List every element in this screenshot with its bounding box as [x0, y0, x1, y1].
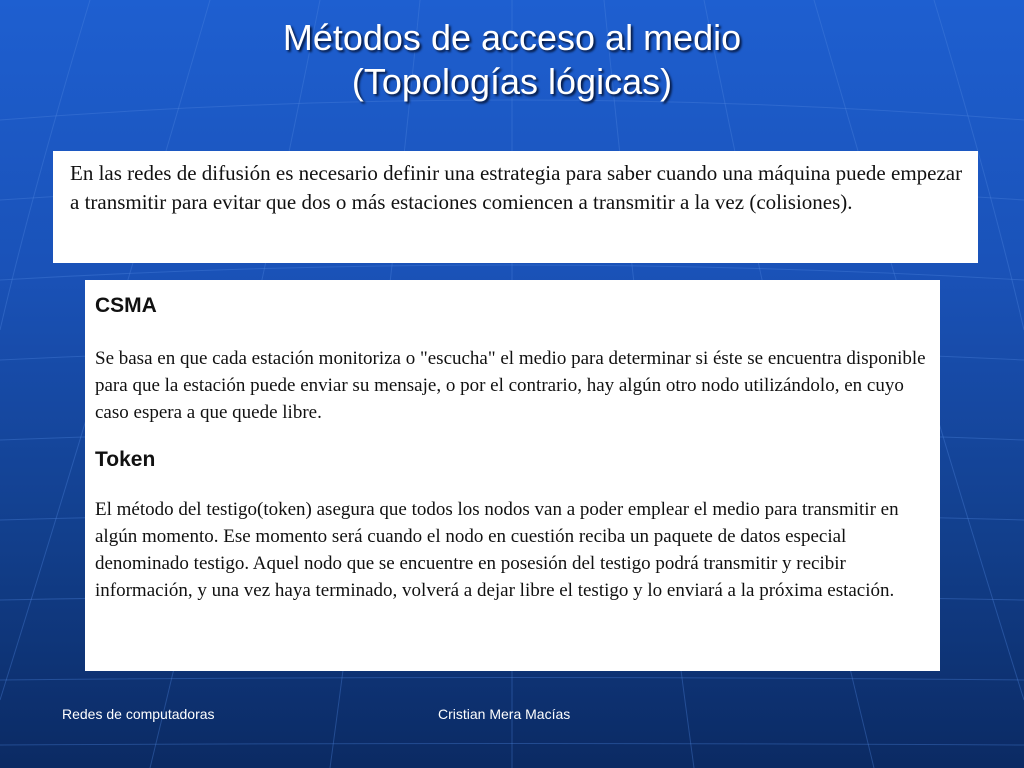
csma-heading: CSMA [95, 294, 157, 317]
slide-title-line2: (Topologías lógicas) [351, 61, 673, 102]
intro-text-box [53, 151, 978, 263]
slide-title-line1: Métodos de acceso al medio [282, 17, 742, 58]
token-paragraph: El método del testigo(token) asegura que todos los nodos van a poder emplear el medio para transmitir en algún momento. Ese momento será cuando el nodo en cuestión reciba un paquete de datos especial denominado testigo. Aquel nodo que se encuentre en posesión del testigo podrá transmitir y recibir información, y una vez haya terminado, volverá a dejar libre el testigo y lo enviará a la próxima estación. [95, 499, 899, 601]
csma-paragraph: Se basa en que cada estación monitoriza o "escucha" el medio para determinar si éste se encuentra disponible para que la estación puede enviar su mensaje, o por el contrario, hay algún otro nodo utilizándolo, en cuyo caso espera a que quede libre. [95, 348, 926, 423]
methods-text-box [85, 280, 940, 671]
footer-author-name: Cristian Mera Macías [438, 706, 571, 722]
footer-course-name: Redes de computadoras [62, 706, 215, 722]
intro-paragraph: En las redes de difusión es necesario definir una estrategia para saber cuando una máquina puede empezar a transmitir para evitar que dos o más estaciones comiencen a transmitir a la vez (colisiones). [70, 161, 963, 214]
slide-title [0, 16, 1024, 104]
token-heading: Token [95, 448, 156, 471]
